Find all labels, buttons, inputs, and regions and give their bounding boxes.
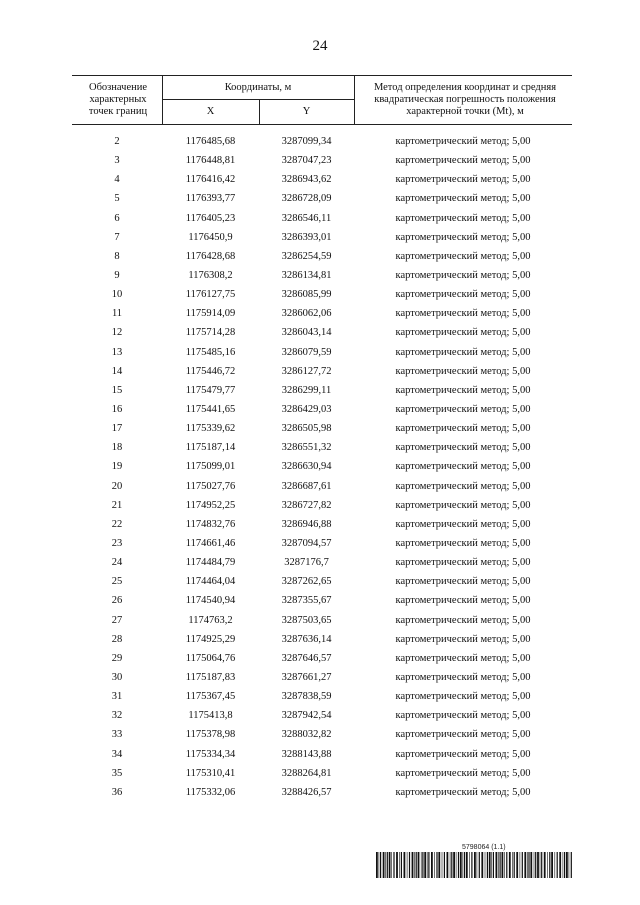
table-row [72,285,572,304]
method-value: картометрический метод; 5,00 [395,633,531,645]
method-value: картометрический метод; 5,00 [395,537,531,549]
method-value: картометрический метод; 5,00 [395,384,531,396]
coord-y: 3287646,57 [281,652,332,664]
point-number: 32 [111,710,123,722]
coord-y: 3286546,11 [281,212,332,224]
method-value: картометрический метод; 5,00 [395,480,531,492]
method-value: картометрический метод; 5,00 [395,461,531,473]
column-divider [354,76,355,124]
table-row [72,496,572,515]
coord-x: 1174661,46 [185,537,236,549]
method-value: картометрический метод; 5,00 [395,155,531,167]
point-number: 10 [111,289,123,301]
coord-y: 3286687,61 [281,480,332,492]
point-number: 24 [111,557,123,569]
table-row [72,343,572,362]
barcode-image [376,852,572,878]
coord-x: 1174484,79 [185,557,236,569]
coord-y: 3286946,88 [281,518,332,530]
coord-x: 1176127,75 [185,289,236,301]
coord-y: 3287262,65 [281,576,332,588]
table-row [72,209,572,228]
point-number: 33 [111,729,123,741]
coord-y: 3287661,27 [281,671,332,683]
coord-x: 1176428,68 [185,250,236,262]
coord-y: 3286728,09 [281,193,332,205]
point-number: 23 [111,537,123,549]
coord-y: 3287099,34 [281,136,332,147]
method-value: картометрический метод; 5,00 [395,346,531,358]
table-row [72,247,572,266]
coord-x: 1175339,62 [185,423,236,435]
coord-y: 3288032,82 [281,729,332,741]
coord-y: 3286429,03 [281,403,332,415]
table-row [72,477,572,496]
table-row [72,764,572,783]
table-row [72,362,572,381]
coord-x: 1176450,9 [188,231,233,243]
point-number: 29 [111,652,123,664]
point-number: 7 [114,231,120,243]
table-row [72,668,572,687]
method-value: картометрический метод; 5,00 [395,231,531,243]
point-number: 6 [114,212,120,224]
point-number: 36 [111,786,123,798]
method-value: картометрический метод; 5,00 [395,518,531,530]
coord-x: 1176416,42 [185,174,236,186]
table-row [72,649,572,668]
point-number: 17 [111,423,123,435]
header-y: Y [302,106,311,117]
point-number: 19 [111,461,123,473]
table-row [72,323,572,342]
point-number: 16 [111,403,123,415]
coord-x: 1175446,72 [185,365,236,377]
method-value: картометрический метод; 5,00 [395,786,531,798]
table-row [72,381,572,400]
header-designation: Обозначение характерных точек границ [88,82,148,117]
method-value: картометрический метод; 5,00 [395,193,531,205]
table-row [72,189,572,208]
coord-x: 1174763,2 [188,614,233,626]
method-value: картометрический метод; 5,00 [395,767,531,779]
point-number: 20 [111,480,123,492]
method-value: картометрический метод; 5,00 [395,327,531,339]
coord-y: 3287094,57 [281,537,332,549]
point-number: 13 [111,346,123,358]
coord-x: 1176448,81 [185,155,236,167]
coord-y: 3286505,98 [281,423,332,435]
table-header [72,75,572,125]
point-number: 14 [111,365,123,377]
point-number: 11 [111,308,123,320]
point-number: 4 [114,174,120,186]
method-value: картометрический метод; 5,00 [395,308,531,320]
coord-y: 3287355,67 [281,595,332,607]
table-row [72,572,572,591]
table-row [72,304,572,323]
method-value: картометрический метод; 5,00 [395,748,531,760]
coord-y: 3287047,23 [281,155,332,167]
coord-y: 3286043,14 [281,327,332,339]
coord-x: 1176393,77 [185,193,236,205]
coord-x: 1175099,01 [185,461,236,473]
coord-x: 1175378,98 [185,729,236,741]
method-value: картометрический метод; 5,00 [395,671,531,683]
coord-x: 1175485,16 [185,346,236,358]
coord-x: 1174540,94 [185,595,236,607]
point-number: 26 [111,595,123,607]
point-number: 21 [111,499,123,511]
method-value: картометрический метод; 5,00 [395,212,531,224]
coord-x: 1174952,25 [185,499,236,511]
table-row [72,630,572,649]
table-row [72,725,572,744]
coord-y: 3287838,59 [281,691,332,703]
table-row [72,419,572,438]
header-coordinates: Координаты, м [224,82,292,93]
point-number: 28 [111,633,123,645]
coord-y: 3286079,59 [281,346,332,358]
method-value: картометрический метод; 5,00 [395,691,531,703]
method-value: картометрический метод; 5,00 [395,557,531,569]
coord-x: 1174464,04 [185,576,236,588]
table-row [72,706,572,725]
coord-y: 3286254,59 [281,250,332,262]
table-row [72,611,572,630]
coord-y: 3286551,32 [281,442,332,454]
point-number: 22 [111,518,123,530]
method-value: картометрический метод; 5,00 [395,442,531,454]
point-number: 2 [114,136,120,147]
point-number: 18 [111,442,123,454]
point-number: 9 [114,269,120,281]
coord-y: 3286299,11 [281,384,332,396]
coord-y: 3286127,72 [281,365,332,377]
method-value: картометрический метод; 5,00 [395,614,531,626]
method-value: картометрический метод; 5,00 [395,499,531,511]
coord-y: 3286727,82 [281,499,332,511]
coord-x: 1175714,28 [185,327,236,339]
coord-y: 3288264,81 [281,767,332,779]
header-divider [162,99,354,100]
method-value: картометрический метод; 5,00 [395,365,531,377]
coord-y: 3287176,7 [284,557,329,569]
coord-y: 3286393,01 [281,231,332,243]
point-number: 35 [111,767,123,779]
coord-y: 3287942,54 [281,710,332,722]
method-value: картометрический метод; 5,00 [395,136,531,147]
point-number: 5 [114,193,120,205]
table-row [72,745,572,764]
table-row [72,591,572,610]
point-number: 34 [111,748,123,760]
coord-x: 1175064,76 [185,652,236,664]
coord-x: 1176485,68 [185,136,236,147]
point-number: 31 [111,691,123,703]
method-value: картометрический метод; 5,00 [395,250,531,262]
coord-x: 1175914,09 [185,308,236,320]
method-value: картометрический метод; 5,00 [395,710,531,722]
coord-x: 1175367,45 [185,691,236,703]
coord-y: 3287503,65 [281,614,332,626]
table-row [72,400,572,419]
method-value: картометрический метод; 5,00 [395,595,531,607]
method-value: картометрический метод; 5,00 [395,403,531,415]
method-value: картометрический метод; 5,00 [395,289,531,301]
coord-x: 1176405,23 [185,212,236,224]
method-value: картометрический метод; 5,00 [395,729,531,741]
table-row [72,687,572,706]
coord-x: 1175027,76 [185,480,236,492]
table-row [72,132,572,151]
coord-x: 1175187,14 [185,442,236,454]
method-value: картометрический метод; 5,00 [395,269,531,281]
page-number: 24 [312,38,328,54]
coord-y: 3286630,94 [281,461,332,473]
header-method: Метод определения координат и средняя квадратическая погрешность положения характерной точки (Mt), м [373,82,557,117]
coord-x: 1175334,34 [185,748,236,760]
method-value: картометрический метод; 5,00 [395,576,531,588]
table-row [72,553,572,572]
coord-y: 3287636,14 [281,633,332,645]
point-number: 8 [114,250,120,262]
coord-x: 1175441,65 [185,403,236,415]
table-row [72,170,572,189]
coord-y: 3286134,81 [281,269,332,281]
coord-x: 1175413,8 [188,710,233,722]
method-value: картометрический метод; 5,00 [395,174,531,186]
table-row [72,783,572,802]
document-code: 5798064 (1.1) [462,844,506,851]
table-body [72,132,572,802]
coord-x: 1175310,41 [185,767,236,779]
coord-x: 1175332,06 [185,786,236,798]
point-number: 25 [111,576,123,588]
table-row [72,228,572,247]
table-row [72,457,572,476]
point-number: 27 [111,614,123,626]
point-number: 30 [111,671,123,683]
table-row [72,266,572,285]
coord-y: 3286943,62 [281,174,332,186]
coord-x: 1175479,77 [185,384,236,396]
coord-x: 1174832,76 [185,518,236,530]
table-row [72,438,572,457]
method-value: картометрический метод; 5,00 [395,652,531,664]
table-row [72,515,572,534]
coord-x: 1175187,83 [185,671,236,683]
coord-x: 1176308,2 [188,269,233,281]
coord-y: 3288143,88 [281,748,332,760]
point-number: 3 [114,155,120,167]
point-number: 12 [111,327,123,339]
method-value: картометрический метод; 5,00 [395,423,531,435]
coord-y: 3286062,06 [281,308,332,320]
coord-y: 3288426,57 [281,786,332,798]
table-row [72,151,572,170]
coord-y: 3286085,99 [281,289,332,301]
coord-x: 1174925,29 [185,633,236,645]
table-row [72,534,572,553]
point-number: 15 [111,384,123,396]
header-x: X [206,106,215,117]
